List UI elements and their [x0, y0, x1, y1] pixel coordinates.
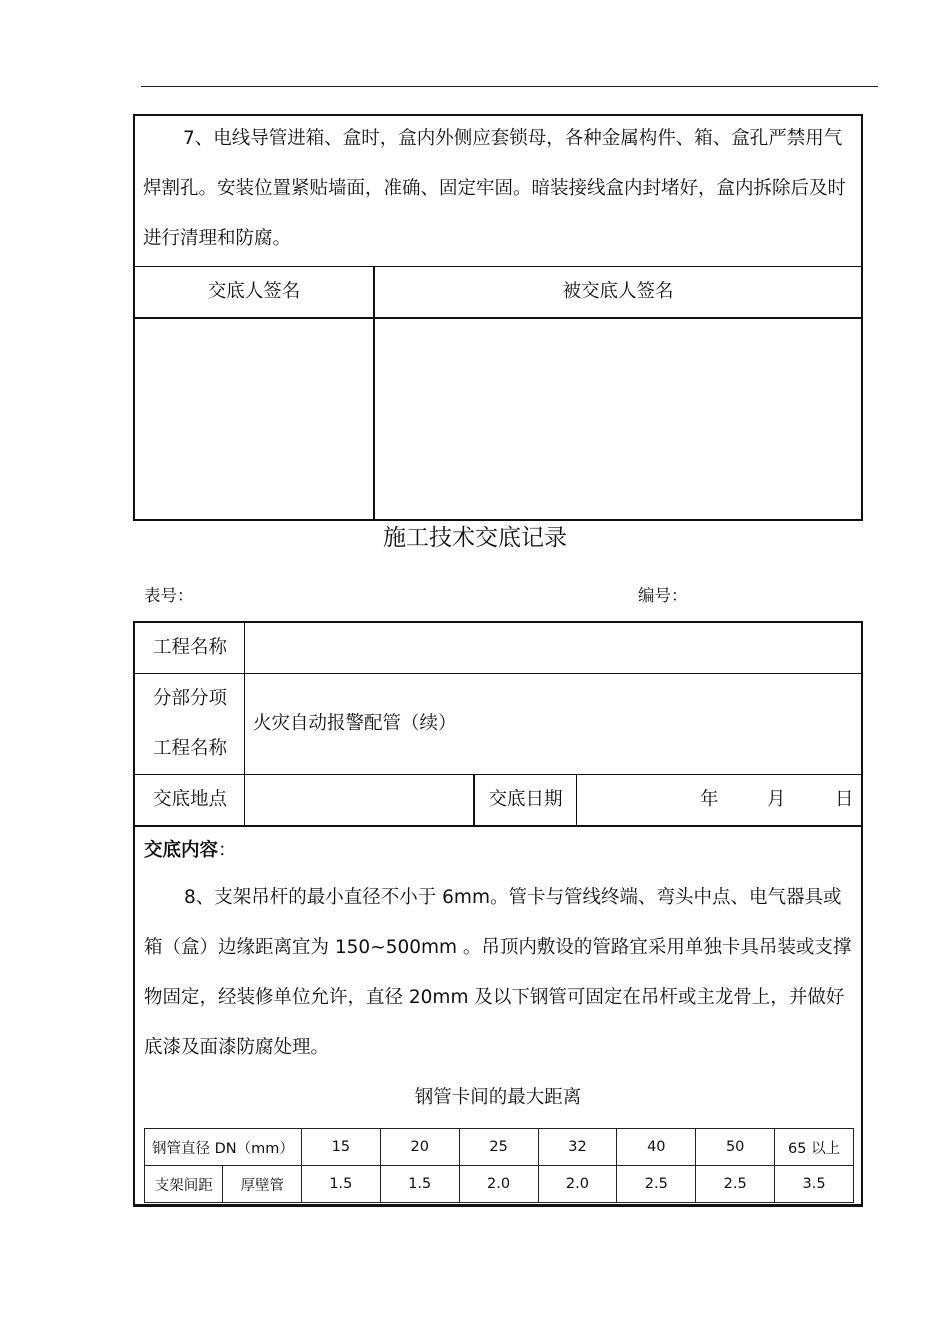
- support-spacing-label: 支架间距: [145, 1166, 223, 1203]
- location-field[interactable]: [247, 776, 473, 824]
- date-label: 交底日期: [488, 789, 563, 810]
- diameter-cell: 40: [617, 1129, 696, 1166]
- spacing-value-cell: 1.5: [301, 1166, 380, 1203]
- row-divider: [135, 266, 861, 267]
- table-row: [145, 1129, 854, 1166]
- diameter-cell: 25: [459, 1129, 538, 1166]
- sub-project-label-line1: 分部分项: [152, 688, 227, 709]
- diameter-cell: 20: [380, 1129, 459, 1166]
- receiver-signature-field[interactable]: [376, 319, 859, 517]
- row-divider: [135, 825, 861, 827]
- location-label: 交底地点: [152, 789, 227, 810]
- spacing-table-title: 钢管卡间的最大距离: [414, 1087, 582, 1108]
- spacing-value-cell: 2.0: [459, 1166, 538, 1203]
- date-day-label: 日: [835, 789, 854, 810]
- spacing-value-cell: 1.5: [380, 1166, 459, 1203]
- content-label-text: 交底内容: [144, 840, 219, 861]
- project-name-label: 工程名称: [152, 637, 227, 658]
- diameter-cell: 65 以上: [775, 1129, 854, 1166]
- column-divider: [576, 774, 577, 825]
- date-year-label: 年: [700, 789, 719, 810]
- signer-label: 交底人签名: [207, 281, 301, 302]
- spacing-table: [144, 1128, 854, 1203]
- diameter-cell: 15: [301, 1129, 380, 1166]
- diameter-cell: 32: [538, 1129, 617, 1166]
- form-title: 施工技术交底记录: [383, 525, 567, 551]
- content-label: [144, 836, 237, 862]
- column-divider: [473, 774, 475, 825]
- column-divider: [244, 623, 245, 825]
- signer-signature-field[interactable]: [135, 319, 371, 517]
- thick-wall-pipe-label: 厚壁管: [223, 1166, 301, 1203]
- sub-project-label-line2: 工程名称: [152, 738, 227, 759]
- serial-number-label: 编号：: [638, 586, 688, 605]
- table-row: [145, 1166, 854, 1203]
- column-divider: [373, 266, 375, 519]
- previous-page-table: [133, 114, 863, 521]
- table-number-label: 表号：: [144, 586, 194, 605]
- item-7-paragraph: 7、电线导管进箱、盒时，盒内外侧应套锁母，各种金属构件、箱、盒孔严禁用气焊割孔。安装位置紧贴墙面，准确、固定牢固。暗装接线盒内封堵好，盒内拆除后及时进行清理和防腐。: [143, 128, 847, 249]
- header-rule: [141, 86, 878, 87]
- item-8-paragraph: 8、支架吊杆的最小直径不小于 6mm。管卡与管线终端、弯头中点、电气器具或箱（盒）边缘距离宜为 150~500mm 。吊顶内敷设的管路宜采用单独卡具吊装或支撑物固定，经装修单位允许，直径 20mm 及以下钢管可固定在吊杆或主龙骨上，并做好底漆及面漆防腐处理。: [144, 887, 852, 1058]
- spacing-value-cell: 2.5: [696, 1166, 775, 1203]
- spacing-value-cell: 2.0: [538, 1166, 617, 1203]
- receiver-label: 被交底人签名: [562, 281, 674, 302]
- project-name-field[interactable]: [247, 625, 859, 671]
- content-label-colon: ：: [218, 840, 237, 861]
- diameter-cell: 50: [696, 1129, 775, 1166]
- spacing-value-cell: 2.5: [617, 1166, 696, 1203]
- date-month-label: 月: [767, 789, 786, 810]
- technical-briefing-table: [133, 621, 863, 1207]
- spacing-value-cell: 3.5: [775, 1166, 854, 1203]
- sub-project-value: 火灾自动报警配管（续）: [253, 713, 457, 734]
- diameter-header-label: 钢管直径 DN（mm）: [145, 1129, 302, 1166]
